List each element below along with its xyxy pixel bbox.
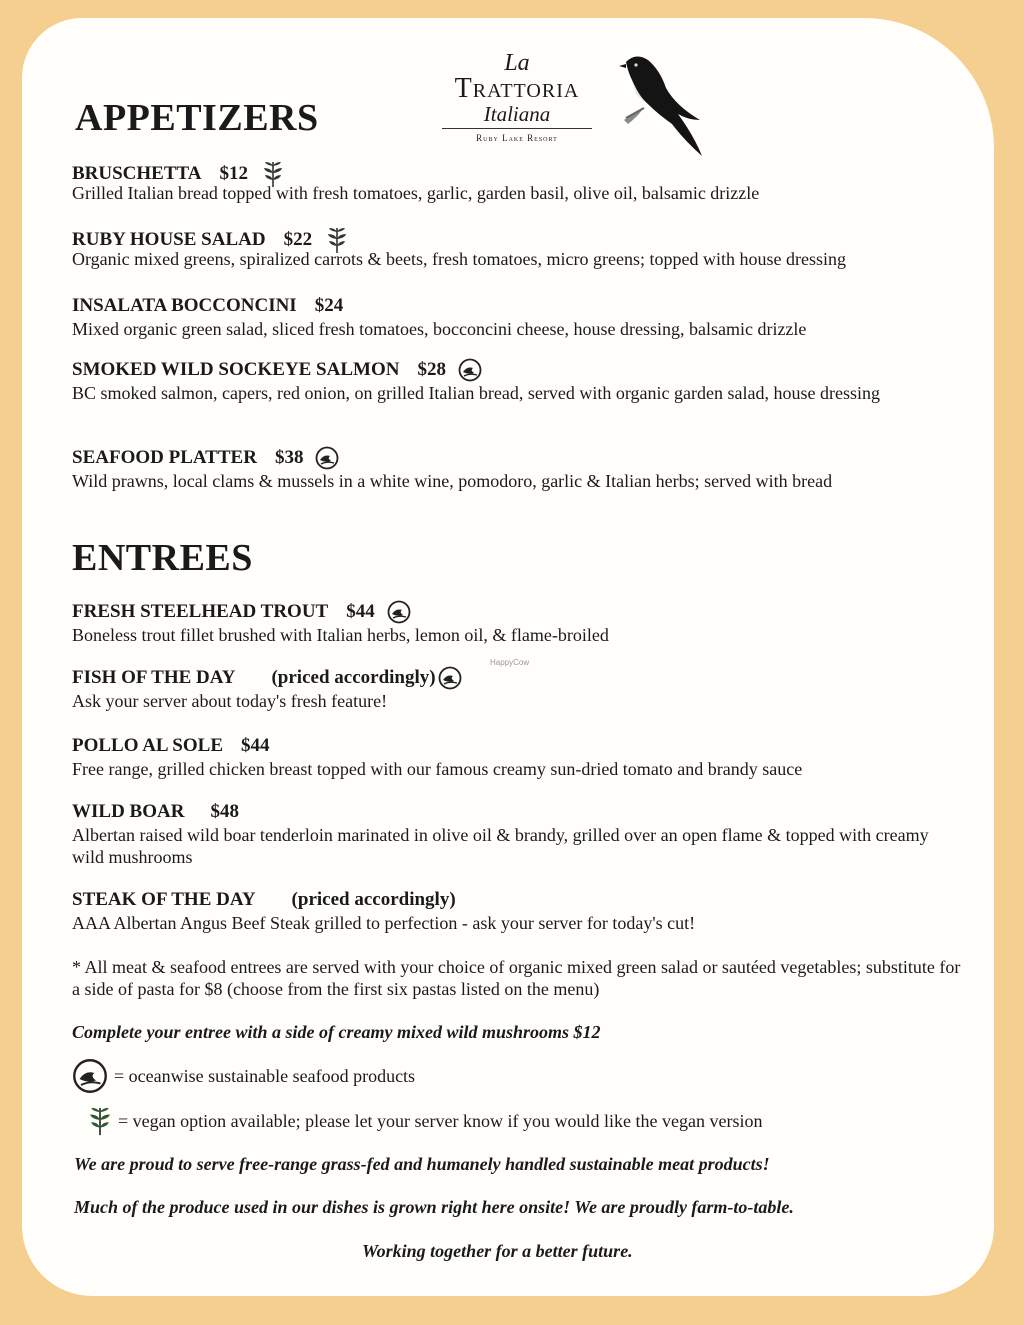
tagline-meat: We are proud to serve free-range grass-fed and humanely handled sustainable meat products! — [74, 1154, 770, 1174]
item-price: $22 — [283, 229, 313, 250]
item-price: $38 — [274, 447, 304, 468]
item-description: Wild prawns, local clams & mussels in a white wine, pomodoro, garlic & Italian herbs; served with bread — [72, 471, 833, 491]
menu-item-ruby-house-salad — [72, 226, 952, 270]
menu-item-smoked-salmon — [72, 358, 952, 404]
menu-item-seafood-platter — [72, 446, 952, 492]
legend-oceanwise-text: = oceanwise sustainable seafood products — [114, 1065, 416, 1086]
logo-resort: Ruby Lake Resort — [476, 133, 558, 143]
oceanwise-fish-icon — [387, 600, 411, 624]
menu-item-pollo-al-sole — [72, 734, 952, 780]
item-description: Ask your server about today's fresh feature! — [72, 691, 388, 711]
menu-item-fish-of-the-day — [72, 666, 952, 712]
item-price: $12 — [219, 163, 249, 184]
menu-item-bruschetta — [72, 160, 952, 204]
item-description: Grilled Italian bread topped with fresh tomatoes, garlic, garden basil, olive oil, balsamic drizzle — [72, 183, 760, 203]
appetizers-heading: APPETIZERS — [75, 97, 319, 139]
item-price: $28 — [417, 359, 446, 380]
menu-item-steelhead-trout — [72, 600, 952, 646]
menu-item-insalata-bocconcini — [72, 294, 952, 340]
logo-divider — [442, 128, 592, 129]
item-name: RUBY HOUSE SALAD — [72, 229, 266, 250]
item-price: $24 — [314, 295, 344, 316]
item-price: $44 — [346, 601, 375, 622]
logo-italiana: Italiana — [483, 102, 551, 126]
oceanwise-fish-icon — [458, 358, 482, 382]
item-description: Mixed organic green salad, sliced fresh tomatoes, bocconcini cheese, house dressing, balsamic drizzle — [72, 319, 807, 339]
logo-la: La — [504, 50, 530, 76]
item-name: STEAK OF THE DAY — [72, 889, 256, 910]
tagline-future: Working together for a better future. — [362, 1241, 633, 1261]
entree-footnote: * All meat & seafood entrees are served with your choice of organic mixed green salad or sautéed vegetables; substitute for a side of pasta for $8 (choose from the first six pastas listed on the menu) — [72, 957, 961, 999]
item-name: WILD BOAR — [72, 801, 185, 822]
item-name: INSALATA BOCCONCINI — [72, 295, 297, 316]
item-price: $48 — [210, 801, 239, 822]
item-description: Albertan raised wild boar tenderloin marinated in olive oil & brandy, grilled over an open flame & topped with creamy wild mushrooms — [72, 825, 929, 867]
logo-trattoria: Trattoria — [454, 73, 580, 104]
legend-oceanwise — [72, 1058, 415, 1094]
vegan-leaf-icon — [88, 1104, 112, 1138]
tagline-produce: Much of the produce used in our dishes is grown right here onsite! We are proudly farm-to-table. — [74, 1197, 794, 1217]
item-description: Organic mixed greens, spiralized carrots & beets, fresh tomatoes, micro greens; topped with house dressing — [72, 249, 846, 269]
item-price: $44 — [241, 735, 270, 756]
item-price: (priced accordingly) — [271, 667, 436, 688]
side-dish-note: Complete your entree with a side of creamy mixed wild mushrooms $12 — [72, 1022, 601, 1042]
restaurant-logo — [432, 52, 602, 143]
menu-item-wild-boar — [72, 800, 952, 868]
oceanwise-fish-icon — [315, 446, 339, 470]
item-name: FISH OF THE DAY — [72, 667, 236, 688]
item-description: BC smoked salmon, capers, red onion, on grilled Italian bread, served with organic garden salad, house dressing — [72, 383, 880, 403]
item-description: AAA Albertan Angus Beef Steak grilled to perfection - ask your server for today's cut! — [72, 913, 696, 933]
entrees-heading: ENTREES — [72, 537, 253, 579]
legend-vegan — [88, 1104, 762, 1138]
oceanwise-fish-icon — [72, 1058, 108, 1094]
item-name: BRUSCHETTA — [72, 163, 202, 184]
item-name: SEAFOOD PLATTER — [72, 447, 257, 468]
item-description: Free range, grilled chicken breast topped with our famous creamy sun-dried tomato and brandy sauce — [72, 759, 803, 779]
oceanwise-fish-icon — [438, 666, 462, 690]
menu-item-steak-of-the-day — [72, 888, 952, 934]
item-price: (priced accordingly) — [291, 889, 456, 910]
swallow-bird-icon — [614, 50, 710, 160]
item-name: POLLO AL SOLE — [72, 735, 223, 756]
happycow-watermark: HappyCow — [490, 658, 530, 667]
item-name: FRESH STEELHEAD TROUT — [72, 601, 329, 622]
legend-vegan-text: = vegan option available; please let your server know if you would like the vegan version — [118, 1110, 763, 1131]
item-description: Boneless trout fillet brushed with Italian herbs, lemon oil, & flame-broiled — [72, 625, 609, 645]
item-name: SMOKED WILD SOCKEYE SALMON — [72, 359, 400, 380]
